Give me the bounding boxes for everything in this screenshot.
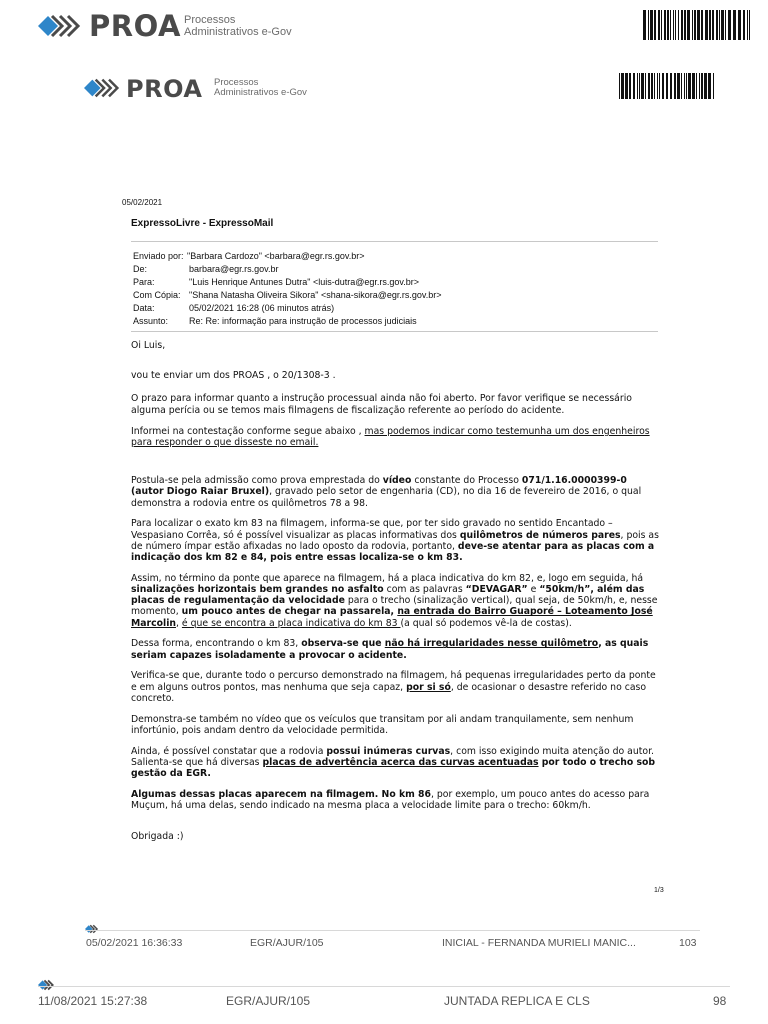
barcode-bar <box>670 10 671 40</box>
barcode-bar <box>725 10 726 40</box>
logo-subtitle-line2: Administrativos e-Gov <box>214 86 307 98</box>
barcode-bar <box>681 73 682 99</box>
barcode-bar <box>705 10 708 40</box>
barcode-bar <box>684 73 685 99</box>
text-run: com as palavras <box>383 584 466 596</box>
barcode-bar <box>677 73 680 99</box>
text-run: observa-se que <box>301 638 385 650</box>
header-divider-bottom <box>131 331 658 332</box>
inner-footer-stage: INICIAL - FERNANDA MURIELI MANIC... <box>442 937 636 949</box>
text-run: Dessa forma, encontrando o km 83, <box>131 638 302 650</box>
barcode-bar <box>667 10 669 40</box>
paragraph: vou te enviar um dos PROAS , o 20/1308-3 . <box>131 370 336 382</box>
text-run: e <box>527 584 540 596</box>
outer-footer-org: EGR/AJUR/105 <box>226 994 311 1008</box>
header-label-cc: Com Cópia: <box>133 290 181 300</box>
paragraph <box>131 426 661 448</box>
text-run: 071/1.16.0000399-0 (autor Diogo Raiar Bruxel) <box>131 475 627 498</box>
barcode-bar <box>639 73 640 99</box>
text-run: por todo o trecho sob gestão da EGR. <box>131 756 656 780</box>
barcode-bar <box>621 73 624 99</box>
barcode-bar <box>664 10 666 40</box>
text-run: constante do Processo <box>411 475 522 487</box>
inner-footer-datetime: 05/02/2021 16:36:33 <box>86 937 183 949</box>
barcode-bar <box>661 10 662 40</box>
text-run: , com isso exigindo muita atenção do autor. Salienta-se que há diversas <box>131 745 654 768</box>
text-run: possui inúmeras curvas <box>326 745 451 757</box>
header-value-cc: "Shana Natasha Oliveira Sikora" <shana-sikora@egr.rs.gov.br> <box>189 290 442 300</box>
inner-footer-org: EGR/AJUR/105 <box>250 937 324 949</box>
text-run: Informei na contestação conforme segue abaixo , <box>131 425 365 437</box>
text-run: placas de advertência acerca das curvas acentuadas <box>262 756 539 768</box>
barcode-bar <box>704 73 707 99</box>
barcode-bar <box>648 73 650 99</box>
barcode-bar <box>688 73 691 99</box>
proa-logo-word: PROA <box>89 9 181 43</box>
barcode-bar <box>673 10 674 40</box>
text-run: “DEVAGAR” <box>465 584 528 596</box>
header-value-date: 05/02/2021 16:28 (06 minutos atrás) <box>189 303 335 313</box>
header-label-subject: Assunto: <box>133 316 169 326</box>
outer-footer-stage: JUNTADA REPLICA E CLS <box>444 994 590 1008</box>
barcode-bar <box>743 10 745 40</box>
barcode-bar <box>666 73 668 99</box>
text-run: Postula-se pela admissão como prova emprestada do <box>131 475 383 487</box>
text-run: é que se encontra a placa indicativa do km 83 <box>181 617 401 629</box>
header-value-sent-by: "Barbara Cardozo" <barbara@egr.rs.gov.br> <box>187 251 365 261</box>
barcode-bar <box>684 10 686 40</box>
barcode-bar <box>641 73 644 99</box>
text-run: “50km/h”, além das placas de regulamentação da velocidade <box>131 584 645 607</box>
barcode-bar <box>749 10 750 40</box>
proa-mini-logo-icon <box>85 924 103 934</box>
paragraph: Demonstra-se também no vídeo que os veículos que transitam por ali andam tranquilamente, sem nenhum infortúnio, pois andam dentro da velocidade permitida. <box>131 713 634 736</box>
header-value-from: barbara@egr.rs.gov.br <box>189 264 279 274</box>
barcode-bar <box>696 73 697 99</box>
header-value-to: "Luis Henrique Antunes Dutra" <luis-dutra@egr.rs.gov.br> <box>189 277 419 287</box>
header-label-date: Data: <box>133 303 155 313</box>
barcode-bar <box>728 10 731 40</box>
text-run: , <box>176 617 182 629</box>
footer-divider <box>85 930 700 931</box>
barcode-bar <box>701 73 703 99</box>
header-label-from: De: <box>133 264 148 274</box>
paragraph <box>131 475 661 509</box>
barcode-bar <box>738 10 741 40</box>
paragraph <box>131 789 661 811</box>
header-value-subject: Re: Re: informação para instrução de processos judiciais <box>189 316 417 326</box>
barcode-bar <box>712 10 714 40</box>
text-run: Verifica-se que, durante todo o percurso demonstrado na filmagem, há pequenas irregularidades perto da ponte e em alguns outros pontos, mas nenhuma que seja capaz, <box>131 670 656 693</box>
text-run: Assim, no término da ponte que aparece na filmagem, há a placa indicativa do km 82, e, logo em seguida, há <box>131 572 644 584</box>
header-divider-top <box>131 241 658 242</box>
barcode-bar <box>633 73 635 99</box>
barcode-bar <box>709 10 711 40</box>
barcode-bar <box>699 73 700 99</box>
barcode-bar <box>657 73 658 99</box>
text-run: , gravado pelo setor de engenharia (CD), no dia 16 de fevereiro de 2016, o qual demonstra a rodovia entre os quilômetros 78 a 98. <box>131 486 642 509</box>
outer-footer-page: 98 <box>713 994 727 1008</box>
paragraph <box>131 638 661 660</box>
barcode-bar <box>659 73 660 99</box>
text-run: , as quais seriam capazes isoladamente a provocar o acidente. <box>131 638 649 661</box>
barcode-bar <box>662 73 664 99</box>
print-date: 05/02/2021 <box>122 198 163 207</box>
barcode-bar <box>643 10 646 40</box>
footer-divider <box>38 986 730 987</box>
text-run: por si só <box>406 681 451 693</box>
barcode-bar <box>650 10 653 40</box>
email-body <box>131 340 661 852</box>
text-run: Para localizar o exato km 83 na filmagem, informa-se que, por ter sido gravado no sentido Encantado – Vespasiano Corrêa, só é possível visualizar as placas informativas dos <box>131 518 613 541</box>
barcode-bar <box>692 73 695 99</box>
greeting: Oi Luis, <box>131 340 166 351</box>
barcode-bar <box>681 10 683 40</box>
barcode-bar <box>733 10 736 40</box>
barcode-bar <box>674 73 677 99</box>
text-run: na entrada do Bairro Guaporé – Loteamento José Marcolin <box>131 606 653 629</box>
barcode-bar <box>678 10 679 40</box>
barcode-bar <box>747 10 748 40</box>
barcode <box>643 10 752 40</box>
text-run: sinalizações horizontais bem grandes no asfalto <box>131 584 384 596</box>
text-run: , pois as de número ímpar estão afixadas no lado oposto da rodovia, portanto, <box>131 529 659 552</box>
barcode-bar <box>670 73 672 99</box>
logo-subtitle-line1: Processos <box>214 77 259 88</box>
barcode-bar <box>651 73 653 99</box>
header-label-to: Para: <box>133 277 155 287</box>
logo-subtitle-line1: Processos <box>184 14 236 26</box>
proa-mini-logo-icon <box>38 979 60 991</box>
barcode-bar <box>716 10 718 40</box>
barcode-bar <box>637 73 638 99</box>
proa-logo-word: PROA <box>126 75 203 103</box>
text-run: , de ocasionar o desastre referido no caso concreto. <box>131 681 647 704</box>
paragraph <box>131 746 661 780</box>
barcode-bar <box>645 73 646 99</box>
text-run: deve-se atentar para as placas com a indicação dos km 82 e 84, pois entre essas localiza-se o km 83. <box>131 540 655 564</box>
text-run: um pouco antes de chegar na passarela, <box>181 606 398 618</box>
barcode-bar <box>708 73 711 99</box>
barcode-bar <box>694 10 696 40</box>
logo-subtitle-line2: Administrativos e-Gov <box>184 25 292 38</box>
proa-logo-subtitle <box>214 78 307 98</box>
text-run: (a qual só podemos vê-la de costas). <box>400 617 572 629</box>
text-run: não há irregularidades nesse quilômetro <box>384 638 599 650</box>
closing: Obrigada :) <box>131 831 184 843</box>
mail-app-title: ExpressoLivre - ExpressoMail <box>131 218 274 229</box>
text-run: vídeo <box>382 475 412 487</box>
barcode-bar <box>654 73 655 99</box>
text-run: Algumas dessas placas aparecem na filmagem. No km 86 <box>131 788 431 800</box>
barcode-bar <box>721 10 724 40</box>
barcode-bar <box>648 10 649 40</box>
barcode-bar <box>675 10 676 40</box>
page-indicator: 1/3 <box>654 887 664 894</box>
barcode-bar <box>713 73 714 99</box>
proa-logo-icon <box>38 13 86 39</box>
barcode-bar <box>625 73 628 99</box>
barcode-bar <box>697 10 700 40</box>
barcode-bar <box>658 10 660 40</box>
paragraph: O prazo para informar quanto a instrução processual ainda não foi aberto. Por favor verifique se necessário alguma perícia ou se temos mais filmagens de fiscalização referente ao período do acidente. <box>131 393 632 416</box>
barcode-bar <box>701 10 703 40</box>
inner-footer-page: 103 <box>679 937 697 949</box>
barcode-bar <box>692 10 693 40</box>
text-run: para o trecho (sinalização vertical), qual seja, de 50km/h, e, nesse momento, <box>131 595 658 618</box>
barcode-bar <box>686 73 687 99</box>
paragraph <box>131 573 661 629</box>
barcode-bar <box>654 10 656 40</box>
barcode-bar <box>719 10 720 40</box>
barcode-bar <box>629 73 631 99</box>
barcode <box>619 73 716 99</box>
text-run: mas podemos indicar como testemunha um dos engenheiros para responder o que disseste no email. <box>131 425 650 449</box>
text-run: Ainda, é possível constatar que a rodovia <box>131 745 327 757</box>
header-label-sent-by: Enviado por: <box>133 251 184 261</box>
paragraph <box>131 518 661 563</box>
proa-logo-icon <box>84 77 124 99</box>
proa-logo-subtitle <box>184 15 292 38</box>
barcode-bar <box>687 10 690 40</box>
text-run: , por exemplo, um pouco antes do acesso para Muçum, há uma delas, sendo indicado na mesma placa a velocidade limite para o trecho: 60km/h. <box>131 788 650 812</box>
outer-footer-datetime: 11/08/2021 15:27:38 <box>38 994 148 1008</box>
paragraph <box>131 670 661 704</box>
text-run: quilômetros de números pares <box>459 529 621 541</box>
barcode-bar <box>619 73 620 99</box>
